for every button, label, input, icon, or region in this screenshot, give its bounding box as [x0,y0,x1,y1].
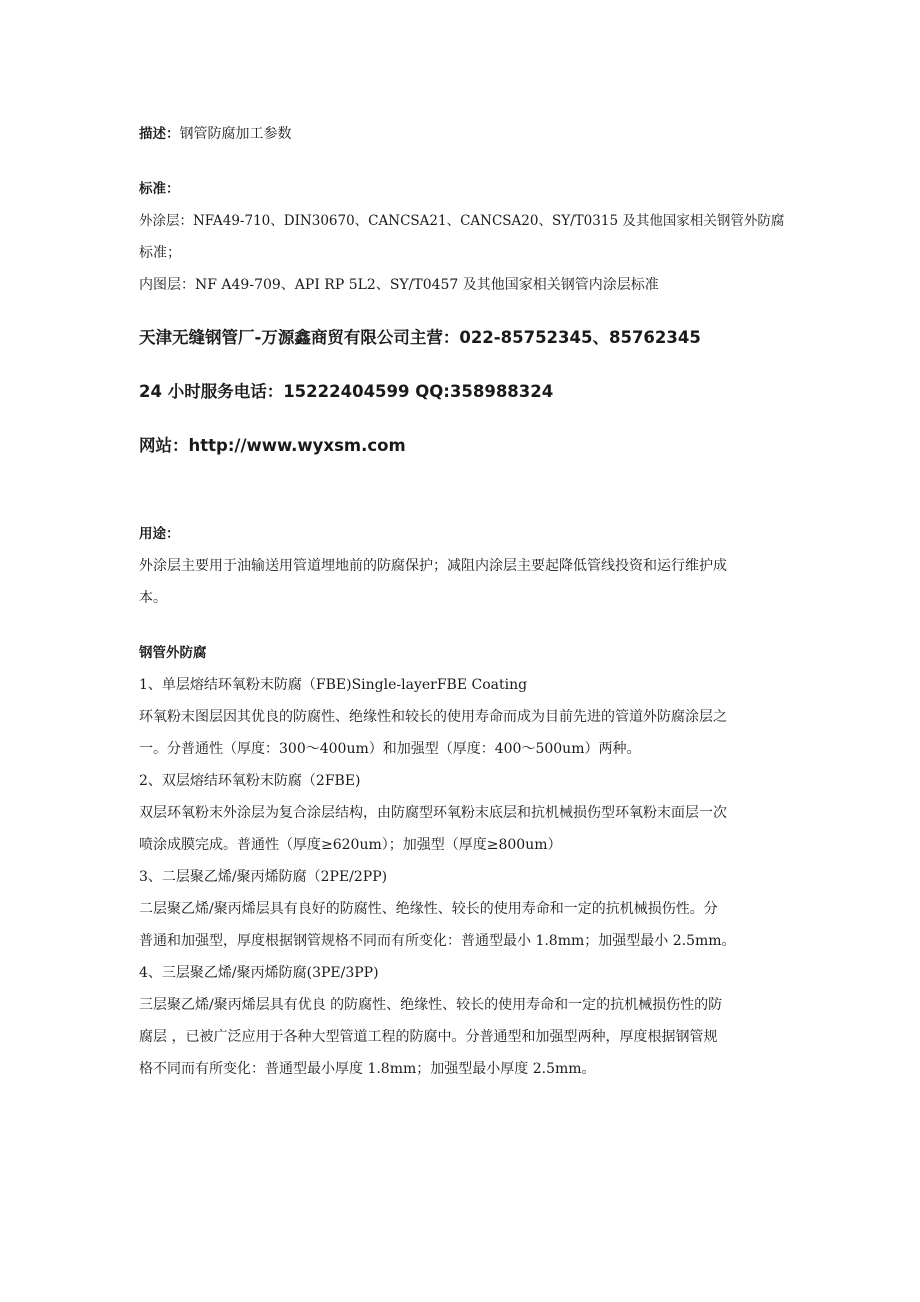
description-line [139,124,292,144]
item-title-3: 3、二层聚乙烯/聚丙烯防腐（2PE/2PP) [139,869,388,885]
item-2-line-1: 双层环氧粉末外涂层为复合涂层结构，由防腐型环氧粉末底层和抗机械损伤型环氧粉末面层一次 [139,805,727,821]
item-3-line-1: 二层聚乙烯/聚丙烯层具有良好的防腐性、绝缘性、较长的使用寿命和一定的抗机械损伤性。分 [139,901,718,917]
item-4-line-1: 三层聚乙烯/聚丙烯层具有优良 的防腐性、绝缘性、较长的使用寿命和一定的抗机械损伤性的防 [139,997,723,1013]
standards-outer-line1: 外涂层：NFA49-710、DIN30670、CANCSA21、CANCSA20、SY/T0315 及其他国家相关钢管外防腐 [139,213,785,229]
item-3-line-2: 普通和加强型，厚度根据钢管规格不同而有所变化：普通型最小 1.8mm；加强型最小 2.5mm。 [139,933,736,949]
hotline-line: 24 小时服务电话：15222404599 QQ:358988324 [139,382,554,401]
item-4-line-2: 腐层 ，已被广泛应用于各种大型管道工程的防腐中。分普通型和加强型两种，厚度根据钢管规 [139,1029,718,1045]
usage-line2: 本。 [139,590,167,606]
item-2-line-2: 喷涂成膜完成。普通性（厚度≥620um）；加强型（厚度≥800um） [139,837,562,853]
item-title-1: 1、单层熔结环氧粉末防腐（FBE)Single-layerFBE Coating [139,677,528,693]
description-label: 描述： [139,126,180,142]
item-1-line-2: 一。分普通性（厚度：300～400um）和加强型（厚度：400～500um）两种。 [139,741,641,757]
item-4-line-3: 格不同而有所变化：普通型最小厚度 1.8mm；加强型最小厚度 2.5mm。 [139,1061,596,1077]
company-line: 天津无缝钢管厂-万源鑫商贸有限公司主营：022-85752345、85762345 [139,328,701,347]
item-title-4: 4、三层聚乙烯/聚丙烯防腐(3PE/3PP) [139,965,379,981]
item-1-line-1: 环氧粉末图层因其优良的防腐性、绝缘性和较长的使用寿命而成为目前先进的管道外防腐涂层之 [139,709,727,725]
standards-heading: 标准： [139,181,180,197]
usage-heading: 用途： [139,526,180,542]
document-page [139,0,784,1302]
standards-outer-line2: 标准； [139,245,181,261]
description-text: 钢管防腐加工参数 [179,126,292,142]
outer-anticorrosion-heading: 钢管外防腐 [139,645,207,661]
website-line: 网站：http://www.wyxsm.com [139,436,406,455]
standards-inner: 内图层：NF A49-709、API RP 5L2、SY/T0457 及其他国家相关钢管内涂层标准 [139,277,659,293]
usage-line1: 外涂层主要用于油输送用管道埋地前的防腐保护；减阻内涂层主要起降低管线投资和运行维护成 [139,558,727,574]
item-title-2: 2、双层熔结环氧粉末防腐（2FBE) [139,773,361,789]
